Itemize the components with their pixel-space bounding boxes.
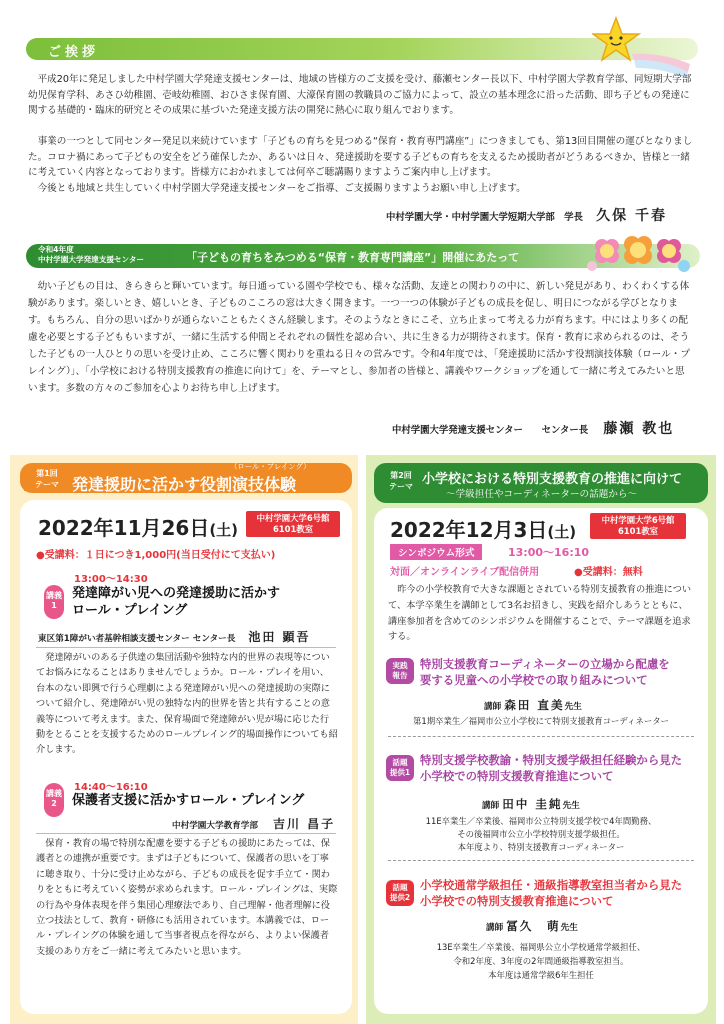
talk3-title-line1: 小学校通常学級担任・通級指導教室担当者から見た	[420, 878, 682, 892]
talk1-speaker-suffix: 先生	[564, 702, 582, 712]
greeting-signer-org: 中村学園大学・中村学園大学短期大学部 学長	[386, 212, 583, 223]
lecture2-speaker-name: 吉川 昌子	[272, 817, 336, 831]
lecture1-badge	[44, 585, 64, 619]
lecture1-speaker-name: 池田 顕吾	[248, 630, 311, 644]
talk1-note: 第1期卒業生／福岡市公立小学校にて特別支援教育コーディネーター	[413, 716, 669, 726]
lecture1-speaker	[38, 628, 311, 645]
opening-label-year: 令和4年度	[38, 245, 74, 254]
lecture1-title-line2: ロール・プレイング	[72, 603, 188, 618]
lecture1-badge-line2: 1	[51, 601, 57, 610]
talk3-speaker	[486, 918, 578, 934]
talk1-title-line2: 要する児童への小学校での取り組みについて	[420, 673, 648, 687]
talk3-speaker-prefix: 講師	[486, 923, 504, 933]
theme1-venue	[246, 511, 340, 537]
opening-signature	[392, 418, 674, 438]
theme1-date	[38, 512, 238, 541]
talk2-speaker-prefix: 講師	[482, 801, 500, 811]
talk1-speaker-prefix: 講師	[484, 702, 502, 712]
lecture1-speaker-org: 東区第1障がい者基幹相談支援センター センター長	[38, 634, 236, 644]
greeting-paragraph-2: 事業の一つとして同センター発足以来続けています「子どもの育ちを見つめる“保育・教育専門講座”」につきましても、第13回目開催の運びとなりました。コロナ禍にあって子どもの安全をどう確保したか、あるいは日々、発達援助を要する子どもの育ちを支えるため援助者がどうあるべきか、皆様と一緒に考えていく内容となっております。皆様方におかれましては何卒ご聴講賜りますようご案内申し上げます。	[28, 136, 693, 179]
theme2-badge	[378, 469, 424, 493]
talk2-note-1: 11E卒業生／卒業後、福岡市公立特別支援学校で4年間勤務、	[425, 816, 657, 826]
talk1-title-line1: 特別支援教育コーディネーターの立場から配慮を	[420, 657, 670, 671]
theme1-badge-line1: 第1回	[36, 469, 58, 478]
greeting-title: ご挨拶	[48, 45, 100, 60]
greeting-paragraph-1: 平成20年に発足しました中村学園大学発達支援センターは、地域の皆様方のご支援を受け、藤瀬センター長以下、中村学園大学教育学部、同短期大学部幼児保育学科、あさひ幼稚園、壱岐幼稚園、おひさま保育園、大濠保育園の教職員のご協力によって、設立の基本理念に沿った活動、即ち子どもの発達に関する基礎的・臨床的研究とその成果に基づいた発達支援方法の開発に熱心に取り組んでおります。	[28, 74, 692, 117]
talk1-speaker-name: 森田 直美	[504, 698, 565, 712]
theme2-venue	[590, 513, 686, 539]
talk3-speaker-name: 冨久 萌	[506, 919, 561, 933]
theme2-badge-line1: 第2回	[390, 471, 412, 480]
talk3-badge	[386, 880, 414, 906]
talk3-badge-line2: 提供2	[389, 893, 411, 902]
theme2-date-main: 2022年12月3日	[390, 518, 548, 542]
theme2-venue-line1: 中村学園大学6号館	[601, 515, 675, 525]
greeting-signature	[386, 205, 667, 225]
greeting-signer-name: 久保 千春	[596, 208, 668, 224]
talk2-note-3: 本年度より、特別支援教育コーディネーター	[457, 842, 625, 852]
opening-label-org: 中村学園大学発達支援センター	[38, 255, 145, 264]
talk2-speaker	[482, 796, 580, 812]
smiling-flowers-icon	[584, 232, 694, 276]
lecture1-badge-line1: 講義	[46, 591, 62, 600]
theme2-title: 小学校における特別支援教育の推進に向けて	[422, 472, 683, 487]
lecture2-body: 保育・教育の場で特別な配慮を要する子どもの援助にあたっては、保護者との連携が重要です。まずは子どもについて、保護者の思いを丁寧に聴き取り、十分に受け止めながら、子どもの成長を促す手立て・関わりをともに考えていく姿勢が求められます。ロール・プレイングは、実際の行為や身体表現を伴う集団心理療法であり、自己理解・他者理解に役立つ技法として、教育・研修にも活用されています。本講義では、ロール・プレイングの体験を通して当事者視点を得ながら、よりよい保護者支援のあり方をご一緒に考えてみたいと思います。	[36, 838, 338, 957]
theme1-venue-line2: 6101教室	[272, 524, 314, 534]
talk1-badge-line2: 報告	[392, 671, 408, 680]
lecture2-speaker	[172, 815, 335, 832]
theme2-mode: 対面／オンラインライブ配信併用	[390, 567, 540, 578]
theme2-time: 13:00～16:10	[508, 546, 590, 559]
lecture2-badge-line1: 講義	[46, 789, 62, 798]
opening-signer-org: 中村学園大学発達支援センター センター長	[392, 425, 589, 436]
talk3-note-1: 13E卒業生／卒業後、福岡県公立小学校通常学級担任、	[436, 942, 646, 952]
theme1-badge	[24, 467, 70, 491]
theme2-fee: ●受講料：無料	[574, 567, 643, 578]
talk3-badge-line1: 話題	[392, 883, 408, 892]
lecture1-time: 13:00～14:30	[74, 574, 148, 585]
theme1-badge-line2: テーマ	[35, 480, 59, 489]
theme1-date-main: 2022年11月26日	[38, 516, 210, 540]
theme1-fee: ●受講料：１日につき1,000円(当日受付にて支払い)	[36, 550, 276, 561]
theme1-title: 発達援助に活かす役割演技体験	[72, 475, 297, 494]
talk3-speaker-suffix: 先生	[560, 923, 578, 933]
theme1-ruby: （ロール・プレイング）	[230, 462, 311, 471]
opening-label	[38, 245, 144, 265]
theme2-venue-line2: 6101教室	[617, 526, 659, 536]
talk3-title-line2: 小学校での特別支援教育推進について	[420, 894, 614, 908]
theme2-subtitle: ～学級担任やコーディネーターの話題から～	[446, 489, 638, 500]
talk1-badge	[386, 658, 414, 684]
theme2-date	[390, 514, 576, 543]
talk3-note-3: 本年度は通常学級6年生担任	[488, 970, 594, 980]
lecture2-badge-line2: 2	[51, 799, 57, 808]
lecture1-rule	[36, 647, 336, 648]
theme1-venue-line1: 中村学園大学6号館	[256, 513, 330, 523]
opening-signer-name: 藤瀬 教也	[603, 421, 675, 437]
talk2-speaker-name: 田中 圭純	[502, 797, 563, 811]
talk2-speaker-suffix: 先生	[562, 801, 580, 811]
lecture2-title: 保護者支援に活かすロール・プレイング	[72, 793, 305, 808]
lecture2-speaker-org: 中村学園大学教育学部	[172, 821, 258, 831]
talk2-note-2: その後福岡市公立小学校特別支援学級担任。	[457, 829, 625, 839]
talk1-speaker	[484, 697, 582, 713]
talk2-badge-line2: 提供1	[389, 768, 411, 777]
talk2-title-line1: 特別支援学校教諭・特別支援学級担任経験から見た	[420, 753, 682, 767]
opening-title: 「子どもの育ちをみつめる“保育・教育専門講座”」開催にあたって	[186, 251, 520, 264]
lecture2-time: 14:40～16:10	[74, 782, 148, 793]
lecture1-title-line1: 発達障がい児への発達援助に活かす	[72, 586, 281, 601]
talk1-divider	[388, 736, 694, 737]
talk2-badge-line1: 話題	[392, 758, 408, 767]
theme2-badge-line2: テーマ	[389, 482, 413, 491]
talk3-note-2: 令和2年度、3年度の2年間通級指導教室担当。	[453, 956, 629, 966]
talk2-title-line2: 小学校での特別支援教育推進について	[420, 769, 614, 783]
talk2-badge	[386, 755, 414, 781]
greeting-paragraph-3: 今後とも地域と共生していく中村学園大学発達支援センターをご指導、ご支援賜りますようお願い申し上げます。	[37, 183, 526, 194]
lecture2-badge	[44, 783, 64, 817]
opening-paragraph: 幼い子どもの目は、きらきらと輝いています。毎日通っている園や学校でも、様々な活動、友達との関わりの中に、新しい発見があり、わくわくする体験があります。楽しいとき、嬉しいとき、子どものこころの窓は大きく開きます。一つ一つの体験が子どもの成長を促し、明日につながる学びとなります。もちろん、自分の思いばかりが通らないこともたくさん経験します。そのようなときにこそ、立ち止まって考える力が育ちます。中にはより多くの配慮を必要とする子どももいますが、一緒に生活する仲間とそれぞれの個性を認め合い、共に生きる力が期待されます。保育・教育に求められるのは、そうした子どもの一人ひとりの思いを受け止め、こころに響く関わりを重ねる日々の営みです。令和4年度では、「発達援助に活かす役割演技体験（ロール・プレイング）」、「小学校における特別支援教育の推進に向けて」を、テーマとし、参加者の皆様と、講義やワークショップを通して一緒に考えてみたいと思います。多数の方々のご参加を心よりお待ち申し上げます。	[28, 281, 690, 394]
theme1-date-day: (土)	[209, 521, 239, 539]
talk2-divider	[388, 860, 694, 861]
lecture1-body: 発達障がいのある子供達の集団活動や独特な内的世界の表現等についてお悩みになることはありませんでしょうか。ロール・プレイを用い、台本のない即興で行う心理劇による発達障がい児への発達援助の実際について紹介し、発達障がい児の独特な内的世界を皆と共有することの意義等について考えます。また、保育場面で発達障がい児が場に応じた行動をとることを支援するためのロールプレイング的場面操作についても紹介します。	[36, 652, 338, 756]
theme2-intro: 昨今の小学校教育で大きな課題とされている特別支援教育の推進について、本学卒業生を講師として3名お招きし、実践を紹介しあうとともに、講座参加者を含めてのシンポジウムを開催することで、テーマ課題を追求する。	[388, 584, 692, 643]
theme2-symposium-badge: シンポジウム形式	[390, 544, 482, 560]
theme2-date-day: (土)	[547, 523, 577, 541]
talk1-badge-line1: 実践	[392, 661, 408, 670]
lecture2-rule	[36, 833, 336, 834]
